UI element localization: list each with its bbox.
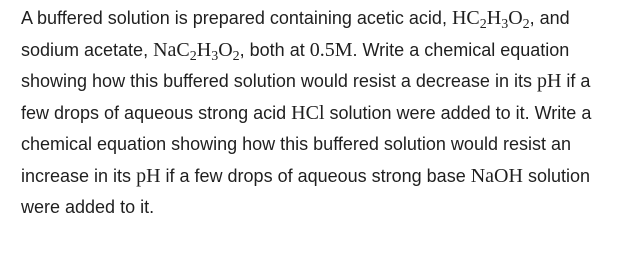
formula-part: O [218,38,233,61]
formula-subscript: 2 [522,17,530,32]
formula-subscript: 3 [501,17,509,32]
concentration-value: 0.5M [309,38,353,61]
text-segment: , both at [239,39,310,60]
problem-text [21,3,616,224]
text-segment: solution were added to it. [21,165,590,217]
formula-subscript: 2 [189,48,197,64]
formula-part: O [508,7,523,29]
ph-term: pH [536,70,562,92]
text-segment: solution were added to it. Write a chemical equation showing how this buffered solution would resist an increase in its [21,102,592,186]
text-segment: , and sodium acetate, [21,8,570,60]
formula-part: H [486,7,502,29]
sodium-acetate-formula [153,38,240,64]
formula-subscript: 2 [479,17,487,32]
text-segment: if a few drops of aqueous strong base [160,165,471,186]
formula-part: H [196,38,212,61]
acetic-acid-formula [451,7,530,32]
text-segment-intro: A buffered solution is prepared containing acetic acid, [21,8,452,28]
ph-term: pH [136,164,161,187]
formula-part: NaC [153,38,190,61]
formula-part: HC [451,7,480,29]
text-segment: . Write a chemical equation showing how this buffered solution would resist a decrease in its [21,39,570,91]
naoh-formula: NaOH [470,164,523,187]
hcl-formula: HCl [291,101,325,124]
formula-subscript: 2 [232,48,240,64]
text-segment: if a few drops of aqueous strong acid [21,71,591,123]
formula-subscript: 3 [211,48,219,64]
